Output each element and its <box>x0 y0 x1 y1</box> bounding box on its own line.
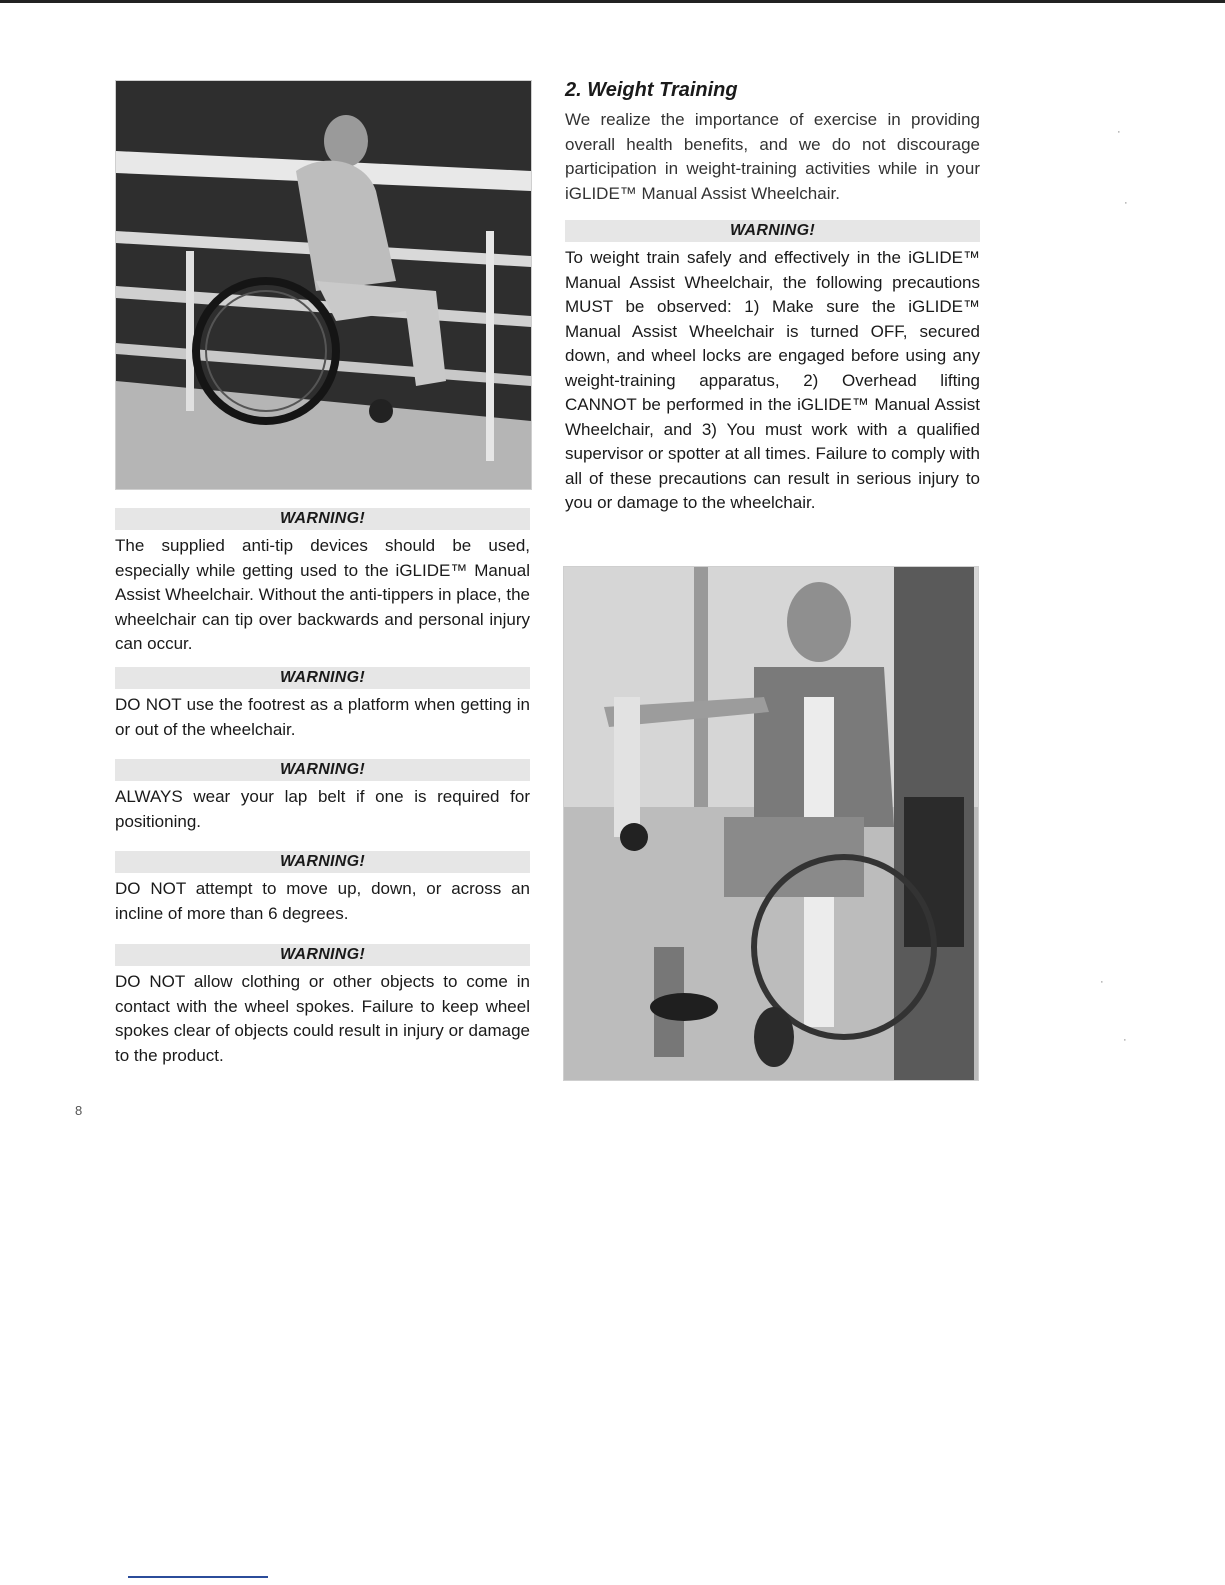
warning-block <box>115 851 530 926</box>
left-column <box>115 508 530 1068</box>
warning-text: To weight train safely and effectively in the iGLIDE™ Manual Assist Wheelchair, the following precautions MUST be observed: 1) Make sure the iGLIDE™ Manual Assist Wheelchair is turned OFF, secured down, and wheel locks are engaged before using any weight-training apparatus, 2) Overhead lifting CANNOT be performed in the iGLIDE™ Manual Assist Wheelchair, and 3) You must work with a qualified supervisor or spotter at all times. Failure to comply with all of these precautions can result in serious injury to you or damage to the wheelchair. <box>565 248 980 512</box>
weight-training-photo <box>563 566 979 1081</box>
warning-text: DO NOT allow clothing or other objects to come in contact with the wheel spokes. Failure to keep wheel spokes clear of objects could result in injury or damage to the product. <box>115 972 530 1065</box>
right-column <box>565 76 980 546</box>
scan-speck: · <box>1117 126 1121 138</box>
warning-block <box>115 759 530 834</box>
scan-speck: · <box>1123 1034 1127 1046</box>
warning-block <box>115 508 530 657</box>
intro-text: We realize the importance of exercise in providing overall health benefits, and we do not discourage participation in weight-training activities while in your iGLIDE™ Manual Assist Wheelchair. <box>565 110 980 203</box>
warning-text: DO NOT attempt to move up, down, or across an incline of more than 6 degrees. <box>115 879 530 923</box>
warning-text: DO NOT use the footrest as a platform when getting in or out of the wheelchair. <box>115 695 530 739</box>
scan-speck: · <box>1100 976 1104 988</box>
warning-heading: WARNING! <box>115 759 530 781</box>
warning-heading: WARNING! <box>565 220 980 242</box>
page-number: 8 <box>75 1103 83 1118</box>
top-rule <box>0 0 1225 3</box>
section-title: 2. Weight Training <box>565 79 738 101</box>
warning-block <box>115 667 530 742</box>
warning-heading: WARNING! <box>115 508 530 530</box>
warning-text: ALWAYS wear your lap belt if one is required for positioning. <box>115 787 530 831</box>
scan-speck: · <box>1124 197 1128 209</box>
warning-heading: WARNING! <box>115 944 530 966</box>
warning-heading: WARNING! <box>115 851 530 873</box>
ramp-photo <box>115 80 532 490</box>
bottom-mark <box>128 1576 268 1578</box>
warning-text: The supplied anti-tip devices should be used, especially while getting used to the iGLIDE™ Manual Assist Wheelchair. Without the anti-tippers in place, the wheelchair can tip over backwards and personal injury can occur. <box>115 536 530 653</box>
warning-heading: WARNING! <box>115 667 530 689</box>
warning-block <box>115 944 530 1068</box>
